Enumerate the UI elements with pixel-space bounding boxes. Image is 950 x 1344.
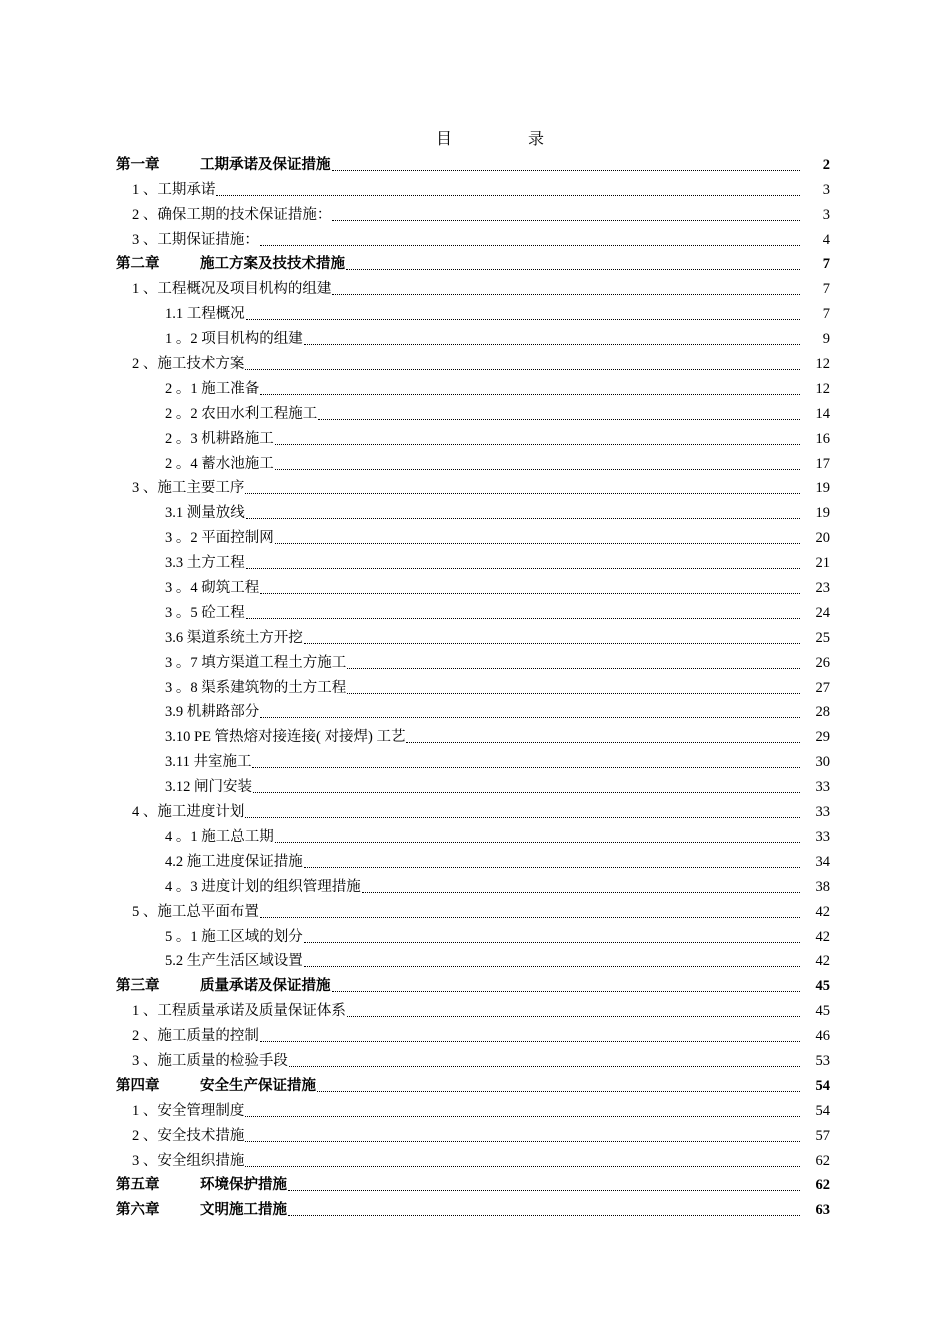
- toc-entry-label: 3 。5 砼工程: [165, 604, 245, 621]
- page-number: 4: [822, 231, 830, 248]
- dot-leader: [245, 816, 800, 818]
- page-number: 7: [822, 281, 830, 298]
- dot-leader: [304, 866, 800, 868]
- dot-leader: [406, 741, 800, 743]
- toc-entry: [116, 547, 836, 572]
- dot-leader: [275, 468, 800, 470]
- toc-chapter-entry: [116, 1194, 836, 1219]
- toc-entry-label: 3 。8 渠系建筑物的土方工程: [165, 679, 347, 696]
- toc-title: 目 录: [435, 131, 574, 148]
- toc-entry-label: 3.11 井室施工: [165, 754, 252, 771]
- toc-chapter-entry: [116, 1170, 836, 1195]
- toc-entry-label: 2 、确保工期的技术保证措施：: [132, 206, 332, 223]
- dot-leader: [275, 443, 800, 445]
- toc-entry-label: 3.10 PE 管热熔对接连接( 对接焊) 工艺: [165, 729, 406, 746]
- toc-entry-label: 4 、施工进度计划: [132, 804, 245, 821]
- dot-leader: [246, 318, 800, 320]
- toc-entry-label: 3 、安全组织措施: [132, 1152, 245, 1169]
- chapter-title: 安全生产保证措施: [200, 1077, 316, 1094]
- dot-leader: [332, 990, 801, 992]
- dot-leader: [362, 891, 800, 893]
- chapter-number: 第三章: [116, 978, 160, 995]
- page-number: 45: [815, 1003, 830, 1020]
- page-number: 17: [815, 455, 830, 472]
- dot-leader: [252, 766, 800, 768]
- page-number: 26: [815, 654, 830, 671]
- toc-entry: [116, 796, 836, 821]
- toc-entry-label: 3.1 测量放线: [165, 505, 245, 522]
- toc-entry-label: 3 、施工质量的检验手段: [132, 1052, 288, 1069]
- toc-entry: [116, 398, 836, 423]
- chapter-number: 第六章: [116, 1202, 160, 1219]
- dot-leader: [318, 418, 800, 420]
- dot-leader: [216, 194, 800, 196]
- dot-leader: [245, 1165, 800, 1167]
- table-of-contents: [116, 149, 836, 1219]
- toc-entry: [116, 946, 836, 971]
- toc-entry: [116, 1020, 836, 1045]
- toc-entry-label: 1 。2 项目机构的组建: [165, 331, 303, 348]
- toc-entry: [116, 1095, 836, 1120]
- page-number: 33: [815, 828, 830, 845]
- page-number: 25: [815, 629, 830, 646]
- toc-entry: [116, 995, 836, 1020]
- toc-entry: [116, 348, 836, 373]
- toc-entry: [116, 771, 836, 796]
- toc-entry-label: 3 。2 平面控制网: [165, 530, 274, 547]
- page-number: 30: [815, 754, 830, 771]
- toc-entry-label: [116, 977, 331, 995]
- dot-leader: [347, 1015, 800, 1017]
- toc-entry: [116, 273, 836, 298]
- toc-entry-label: 5.2 生产生活区域设置: [165, 953, 303, 970]
- dot-leader: [289, 1065, 800, 1067]
- chapter-title: 文明施工措施: [200, 1202, 287, 1219]
- page-number: 16: [815, 430, 830, 447]
- dot-leader: [246, 617, 800, 619]
- toc-entry-label: 5 、施工总平面布置: [132, 903, 259, 920]
- page-number: 53: [815, 1052, 830, 1069]
- chapter-number: 第四章: [116, 1077, 160, 1094]
- toc-entry-label: 3 、施工主要工序: [132, 480, 245, 497]
- toc-entry-label: 2 。1 施工准备: [165, 380, 260, 397]
- page-number: 33: [815, 779, 830, 796]
- toc-entry: [116, 846, 836, 871]
- chapter-number: 第五章: [116, 1177, 160, 1194]
- toc-entry: [116, 497, 836, 522]
- toc-entry: [116, 423, 836, 448]
- dot-leader: [332, 219, 800, 221]
- page-number: 28: [815, 704, 830, 721]
- toc-entry-label: [116, 1201, 287, 1219]
- dot-leader: [304, 965, 800, 967]
- toc-entry-label: 3.6 渠道系统土方开挖: [165, 629, 303, 646]
- toc-entry: [116, 871, 836, 896]
- page-number: 12: [815, 356, 830, 373]
- page-number: 7: [822, 306, 830, 323]
- page-number: 2: [822, 156, 830, 173]
- chapter-number: 第一章: [116, 156, 160, 173]
- toc-entry: [116, 647, 836, 672]
- page-number: 14: [815, 405, 830, 422]
- page-number: 46: [815, 1028, 830, 1045]
- page-number: 21: [815, 555, 830, 572]
- toc-entry: [116, 522, 836, 547]
- page-number: 57: [815, 1127, 830, 1144]
- page-number: 45: [815, 978, 830, 995]
- dot-leader: [317, 1090, 800, 1092]
- chapter-title: 施工方案及技技术措施: [200, 256, 345, 273]
- dot-leader: [332, 169, 801, 171]
- toc-entry-label: [116, 1077, 316, 1095]
- page-number: 24: [815, 604, 830, 621]
- toc-entry-label: 3 。7 填方渠道工程土方施工: [165, 654, 347, 671]
- page-number: 20: [815, 530, 830, 547]
- page-number: 27: [815, 679, 830, 696]
- toc-entry-label: 4.2 施工进度保证措施: [165, 853, 303, 870]
- toc-chapter-entry: [116, 249, 836, 274]
- dot-leader: [288, 1189, 800, 1191]
- page-number: 9: [822, 331, 830, 348]
- toc-entry-label: 1 、工期承诺: [132, 181, 216, 198]
- toc-entry-label: 3.12 闸门安装: [165, 779, 252, 796]
- page-number: 7: [822, 256, 830, 273]
- toc-entry-label: 2 。2 农田水利工程施工: [165, 405, 318, 422]
- dot-leader: [304, 343, 800, 345]
- toc-entry: [116, 298, 836, 323]
- page-number: 3: [822, 181, 830, 198]
- dot-leader: [275, 542, 800, 544]
- dot-leader: [246, 517, 800, 519]
- dot-leader: [260, 244, 800, 246]
- dot-leader: [304, 941, 800, 943]
- toc-entry: [116, 746, 836, 771]
- page-number: 62: [815, 1177, 830, 1194]
- toc-chapter-entry: [116, 1070, 836, 1095]
- toc-entry-label: 4 。1 施工总工期: [165, 828, 274, 845]
- toc-entry-label: 2 。3 机耕路施工: [165, 430, 274, 447]
- page-number: 54: [815, 1102, 830, 1119]
- toc-entry-label: 2 、施工质量的控制: [132, 1028, 259, 1045]
- page-number: 33: [815, 804, 830, 821]
- dot-leader: [347, 667, 800, 669]
- toc-entry: [116, 1120, 836, 1145]
- dot-leader: [245, 1140, 800, 1142]
- chapter-title: 质量承诺及保证措施: [200, 978, 331, 995]
- toc-chapter-entry: [116, 149, 836, 174]
- page-number: 63: [815, 1202, 830, 1219]
- toc-entry: [116, 672, 836, 697]
- toc-entry-label: 5 。1 施工区域的划分: [165, 928, 303, 945]
- dot-leader: [260, 716, 800, 718]
- toc-entry: [116, 224, 836, 249]
- page-number: 42: [815, 903, 830, 920]
- toc-entry: [116, 473, 836, 498]
- toc-entry-label: 1 、安全管理制度: [132, 1102, 245, 1119]
- toc-entry: [116, 199, 836, 224]
- chapter-number: 第二章: [116, 256, 160, 273]
- dot-leader: [304, 642, 800, 644]
- dot-leader: [346, 268, 800, 270]
- page-number: 29: [815, 729, 830, 746]
- toc-entry-label: 1 、工程概况及项目机构的组建: [132, 281, 332, 298]
- toc-entry: [116, 697, 836, 722]
- page-number: 34: [815, 853, 830, 870]
- page-number: 3: [822, 206, 830, 223]
- page-number: 42: [815, 928, 830, 945]
- toc-entry-label: 2 、安全技术措施: [132, 1127, 245, 1144]
- dot-leader: [245, 492, 800, 494]
- toc-entry-label: 2 。4 蓄水池施工: [165, 455, 274, 472]
- toc-entry: [116, 373, 836, 398]
- dot-leader: [246, 567, 800, 569]
- dot-leader: [260, 393, 800, 395]
- dot-leader: [347, 692, 800, 694]
- dot-leader: [332, 293, 800, 295]
- toc-entry: [116, 572, 836, 597]
- toc-entry: [116, 448, 836, 473]
- dot-leader: [260, 592, 800, 594]
- toc-entry: [116, 323, 836, 348]
- dot-leader: [275, 841, 800, 843]
- toc-entry: [116, 921, 836, 946]
- toc-entry-label: [116, 1176, 287, 1194]
- dot-leader: [260, 1040, 800, 1042]
- toc-entry-label: 1.1 工程概况: [165, 306, 245, 323]
- toc-entry-label: 3 、工期保证措施：: [132, 231, 259, 248]
- toc-entry: [116, 896, 836, 921]
- page-number: 62: [815, 1152, 830, 1169]
- dot-leader: [245, 1115, 800, 1117]
- toc-entry-label: 3.9 机耕路部分: [165, 704, 260, 721]
- toc-entry-label: 1 、工程质量承诺及质量保证体系: [132, 1003, 346, 1020]
- toc-entry-label: 3 。4 砌筑工程: [165, 580, 260, 597]
- toc-entry-label: [116, 156, 331, 174]
- toc-entry: [116, 821, 836, 846]
- dot-leader: [253, 791, 800, 793]
- toc-entry-label: 4 。3 进度计划的组织管理措施: [165, 878, 361, 895]
- dot-leader: [245, 368, 800, 370]
- page-number: 54: [815, 1077, 830, 1094]
- toc-entry: [116, 622, 836, 647]
- dot-leader: [260, 916, 800, 918]
- dot-leader: [288, 1214, 800, 1216]
- toc-entry-label: [116, 255, 345, 273]
- page-number: 12: [815, 380, 830, 397]
- toc-entry: [116, 1045, 836, 1070]
- toc-entry-label: 3.3 土方工程: [165, 555, 245, 572]
- page-number: 19: [815, 480, 830, 497]
- page-number: 23: [815, 580, 830, 597]
- toc-entry: [116, 1145, 836, 1170]
- toc-chapter-entry: [116, 970, 836, 995]
- page-number: 42: [815, 953, 830, 970]
- chapter-title: 工期承诺及保证措施: [200, 156, 331, 173]
- toc-entry: [116, 597, 836, 622]
- chapter-title: 环境保护措施: [200, 1177, 287, 1194]
- page-number: 38: [815, 878, 830, 895]
- page-number: 19: [815, 505, 830, 522]
- toc-entry-label: 2 、施工技术方案: [132, 356, 245, 373]
- toc-entry: [116, 174, 836, 199]
- toc-entry: [116, 721, 836, 746]
